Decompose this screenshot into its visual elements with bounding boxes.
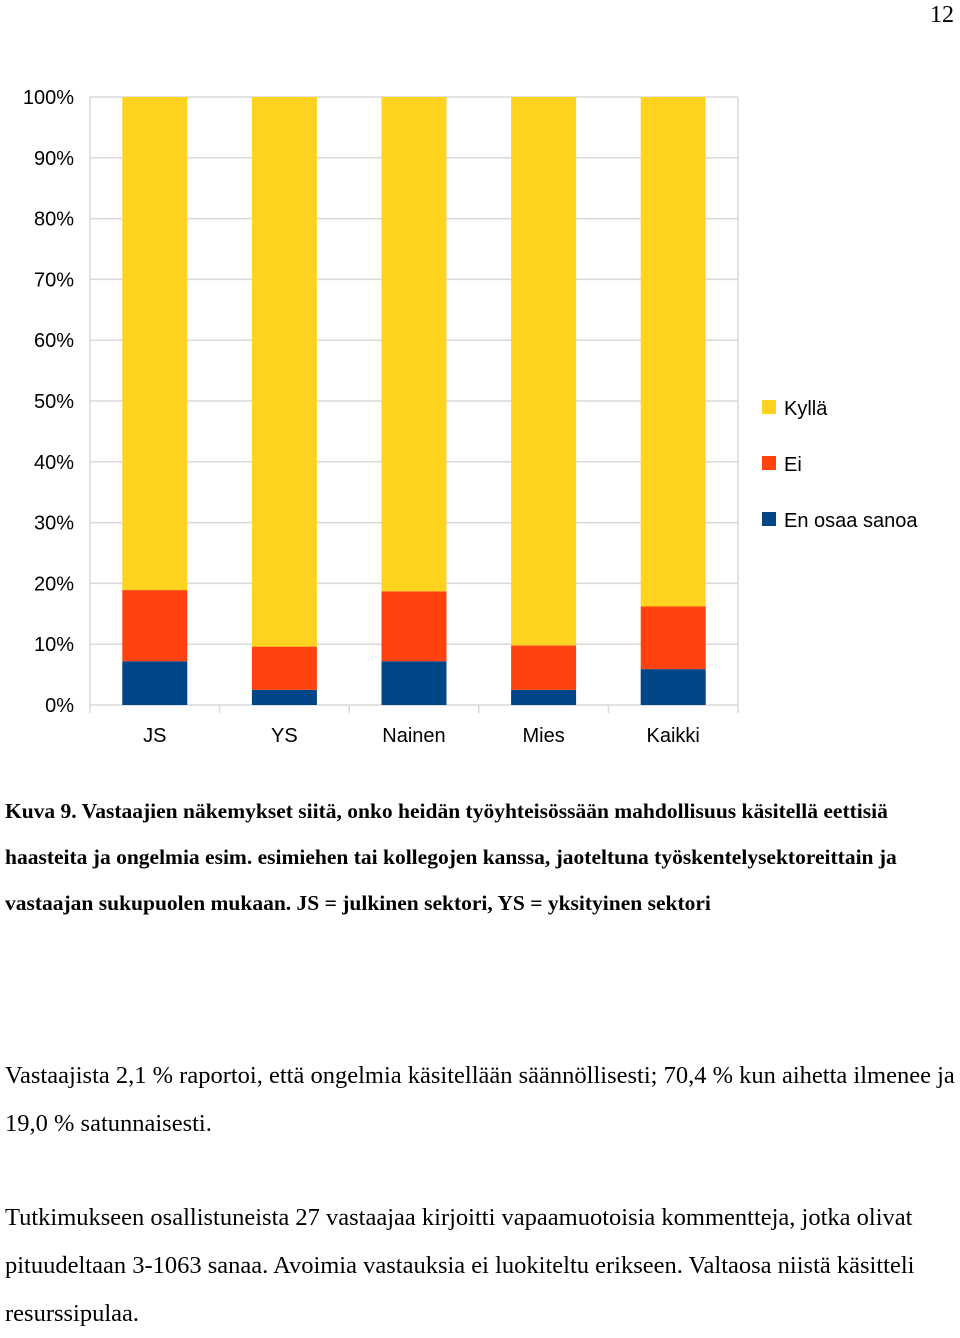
bar-segment-ys-kyllä: [252, 97, 317, 647]
legend-label: En osaa sanoa: [784, 510, 918, 532]
legend-swatch: [762, 456, 776, 470]
body-paragraph-1: Vastaajista 2,1 % raportoi, että ongelmia käsitellään säännöllisesti; 70,4 % kun aihetta ilmenee ja 19,0 % satunnaisesti.: [5, 1062, 955, 1137]
bar-segment-js-kyllä: [122, 97, 187, 590]
y-tick-label: 0%: [45, 695, 74, 717]
bar-segment-nainen-en-osaa-sanoa: [382, 661, 447, 705]
x-tick-label: Kaikki: [646, 725, 700, 747]
bar-segment-js-en-osaa-sanoa: [122, 661, 187, 705]
y-tick-label: 20%: [33, 573, 74, 596]
y-tick-label: 90%: [33, 147, 74, 170]
bar-segment-ys-ei: [252, 647, 317, 690]
x-tick-label: Mies: [522, 725, 565, 747]
bar-segment-ys-en-osaa-sanoa: [252, 690, 317, 705]
y-tick-label: 80%: [33, 208, 74, 231]
body-paragraph-2: Tutkimukseen osallistuneista 27 vastaajaa kirjoitti vapaamuotoisia kommentteja, jotka olivat pituudeltaan 3-1063 sanaa. Avoimia vastauksia ei luokiteltu erikseen. Valtaosa niistä käsitteli resurssipulaa.: [5, 1204, 915, 1327]
x-tick-label: Nainen: [382, 725, 446, 747]
y-tick-label: 50%: [33, 391, 74, 413]
y-tick-label: 30%: [33, 512, 74, 535]
legend-label: Ei: [784, 454, 802, 476]
y-tick-label: 100%: [22, 87, 74, 109]
legend-label: Kyllä: [784, 398, 828, 420]
bar-segment-nainen-ei: [382, 591, 447, 661]
legend-swatch: [762, 400, 776, 414]
x-tick-label: YS: [271, 725, 298, 747]
figure-caption: Kuva 9. Vastaajien näkemykset siitä, onko heidän työyhteisössään mahdollisuus käsitellä eettisiä haasteita ja ongelmia esim. esimiehen tai kollegojen kanssa, jaoteltuna työskentelysektoreittain ja vastaajan sukupuolen mukaan. JS = julkinen sektori, YS = yksityinen sektori: [5, 799, 897, 915]
y-tick-label: 60%: [33, 330, 74, 353]
y-tick-label: 40%: [33, 451, 74, 474]
y-tick-label: 10%: [33, 634, 74, 657]
bar-segment-nainen-kyllä: [382, 97, 447, 591]
legend-swatch: [762, 512, 776, 526]
bar-segment-kaikki-ei: [641, 607, 706, 670]
bar-segment-mies-kyllä: [511, 97, 576, 645]
bar-segment-mies-en-osaa-sanoa: [511, 690, 576, 705]
bar-segment-js-ei: [122, 590, 187, 661]
stacked-percent-bar-chart: [0, 70, 960, 770]
bar-segment-kaikki-kyllä: [641, 97, 706, 607]
x-tick-label: JS: [143, 725, 167, 747]
y-tick-label: 70%: [33, 269, 74, 292]
bar-segment-mies-ei: [511, 645, 576, 689]
page-number: 12: [930, 2, 954, 28]
bar-segment-kaikki-en-osaa-sanoa: [641, 669, 706, 705]
